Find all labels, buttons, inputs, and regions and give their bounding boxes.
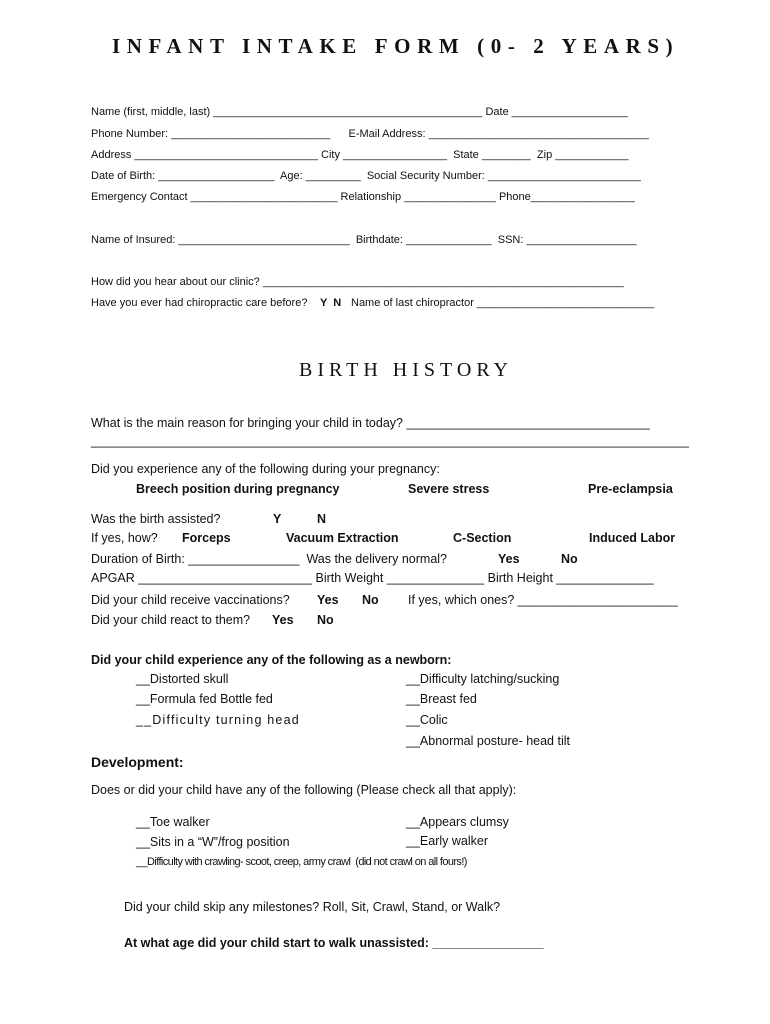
dev-toe-walker[interactable]: __Toe walker	[136, 815, 210, 829]
birth-assisted-question: Was the birth assisted?	[91, 512, 221, 526]
referral-field[interactable]: How did you hear about our clinic? ___________________________________________________________	[91, 276, 624, 288]
pregnancy-question: Did you experience any of the following during your pregnancy:	[91, 462, 440, 476]
dev-difficulty-crawling[interactable]: __Difficulty with crawling- scoot, creep, army crawl (did not crawl on all fours!)	[136, 856, 467, 868]
delivery-normal-no[interactable]: No	[561, 552, 578, 566]
newborn-difficulty-turning-head[interactable]: __Difficulty turning head	[136, 713, 300, 727]
reason-field[interactable]: What is the main reason for bringing your child in today? ___________________________________	[91, 416, 650, 430]
emergency-contact-field[interactable]: Emergency Contact ________________________ Relationship _______________ Phone_________________	[91, 191, 635, 203]
dev-early-walker[interactable]: __Early walker	[406, 834, 488, 848]
birth-assisted-no[interactable]: N	[317, 512, 327, 526]
vaccine-reaction-yes[interactable]: Yes	[272, 613, 294, 627]
last-chiropractor-field[interactable]: Name of last chiropractor _____________________________	[351, 297, 655, 309]
newborn-colic[interactable]: __Colic	[406, 713, 448, 727]
duration-delivery-field[interactable]: Duration of Birth: ________________ Was the delivery normal?	[91, 552, 448, 566]
birth-history-heading: BIRTH HISTORY	[299, 359, 514, 381]
walk-age-field[interactable]: At what age did your child start to walk unassisted: ________________	[124, 936, 544, 950]
option-c-section[interactable]: C-Section	[453, 531, 512, 545]
dev-appears-clumsy[interactable]: __Appears clumsy	[406, 815, 509, 829]
development-heading: Development:	[91, 754, 184, 770]
newborn-formula-fed[interactable]: __Formula fed Bottle fed	[136, 692, 273, 706]
delivery-normal-yes[interactable]: Yes	[498, 552, 520, 566]
chiropractic-yes-no-option[interactable]: Y N	[320, 297, 342, 309]
form-title: INFANT INTAKE FORM (0- 2 YEARS)	[112, 34, 680, 58]
birth-assisted-yes[interactable]: Y	[273, 512, 282, 526]
option-breech-position[interactable]: Breech position during pregnancy	[136, 482, 340, 496]
vaccine-reaction-question: Did your child react to them?	[91, 613, 251, 627]
vaccination-which-field[interactable]: If yes, which ones? _______________________	[408, 593, 678, 607]
newborn-abnormal-posture[interactable]: __Abnormal posture- head tilt	[406, 734, 570, 748]
reason-field-continued[interactable]: ______________________________________________________________________________________	[91, 434, 689, 448]
option-pre-eclampsia[interactable]: Pre-eclampsia	[588, 482, 673, 496]
insured-field[interactable]: Name of Insured: ____________________________ Birthdate: ______________ SSN: __________________	[91, 234, 637, 246]
vaccination-no[interactable]: No	[362, 593, 379, 607]
option-severe-stress[interactable]: Severe stress	[408, 482, 490, 496]
newborn-difficulty-latching[interactable]: __Difficulty latching/sucking	[406, 672, 560, 686]
address-field[interactable]: Address ______________________________ City _________________ State ________ Zip ____________	[91, 149, 629, 161]
newborn-breast-fed[interactable]: __Breast fed	[406, 692, 477, 706]
newborn-question: Did your child experience any of the following as a newborn:	[91, 653, 452, 667]
vaccination-question: Did your child receive vaccinations?	[91, 593, 290, 607]
option-induced-labor[interactable]: Induced Labor	[589, 531, 676, 545]
dev-w-sitting[interactable]: __Sits in a “W”/frog position	[136, 835, 290, 849]
vaccine-reaction-no[interactable]: No	[317, 613, 334, 627]
phone-email-field[interactable]: Phone Number: __________________________ E-Mail Address: ____________________________________	[91, 128, 649, 140]
vaccination-yes[interactable]: Yes	[317, 593, 339, 607]
assist-method-label: If yes, how?	[91, 531, 158, 545]
name-date-field[interactable]: Name (first, middle, last) ____________________________________________ Date ___________________	[91, 106, 629, 118]
option-forceps[interactable]: Forceps	[182, 531, 231, 545]
milestones-question: Did your child skip any milestones? Roll, Sit, Crawl, Stand, or Walk?	[124, 900, 501, 914]
development-question: Does or did your child have any of the following (Please check all that apply):	[91, 783, 517, 797]
apgar-weight-height-field[interactable]: APGAR _________________________ Birth Weight ______________ Birth Height ______________	[91, 571, 654, 585]
dob-age-ssn-field[interactable]: Date of Birth: ___________________ Age: _________ Social Security Number: _________________________	[91, 170, 641, 182]
chiropractic-care-question: Have you ever had chiropractic care before?	[91, 297, 308, 309]
option-vacuum-extraction[interactable]: Vacuum Extraction	[286, 531, 399, 545]
newborn-distorted-skull[interactable]: __Distorted skull	[136, 672, 229, 686]
